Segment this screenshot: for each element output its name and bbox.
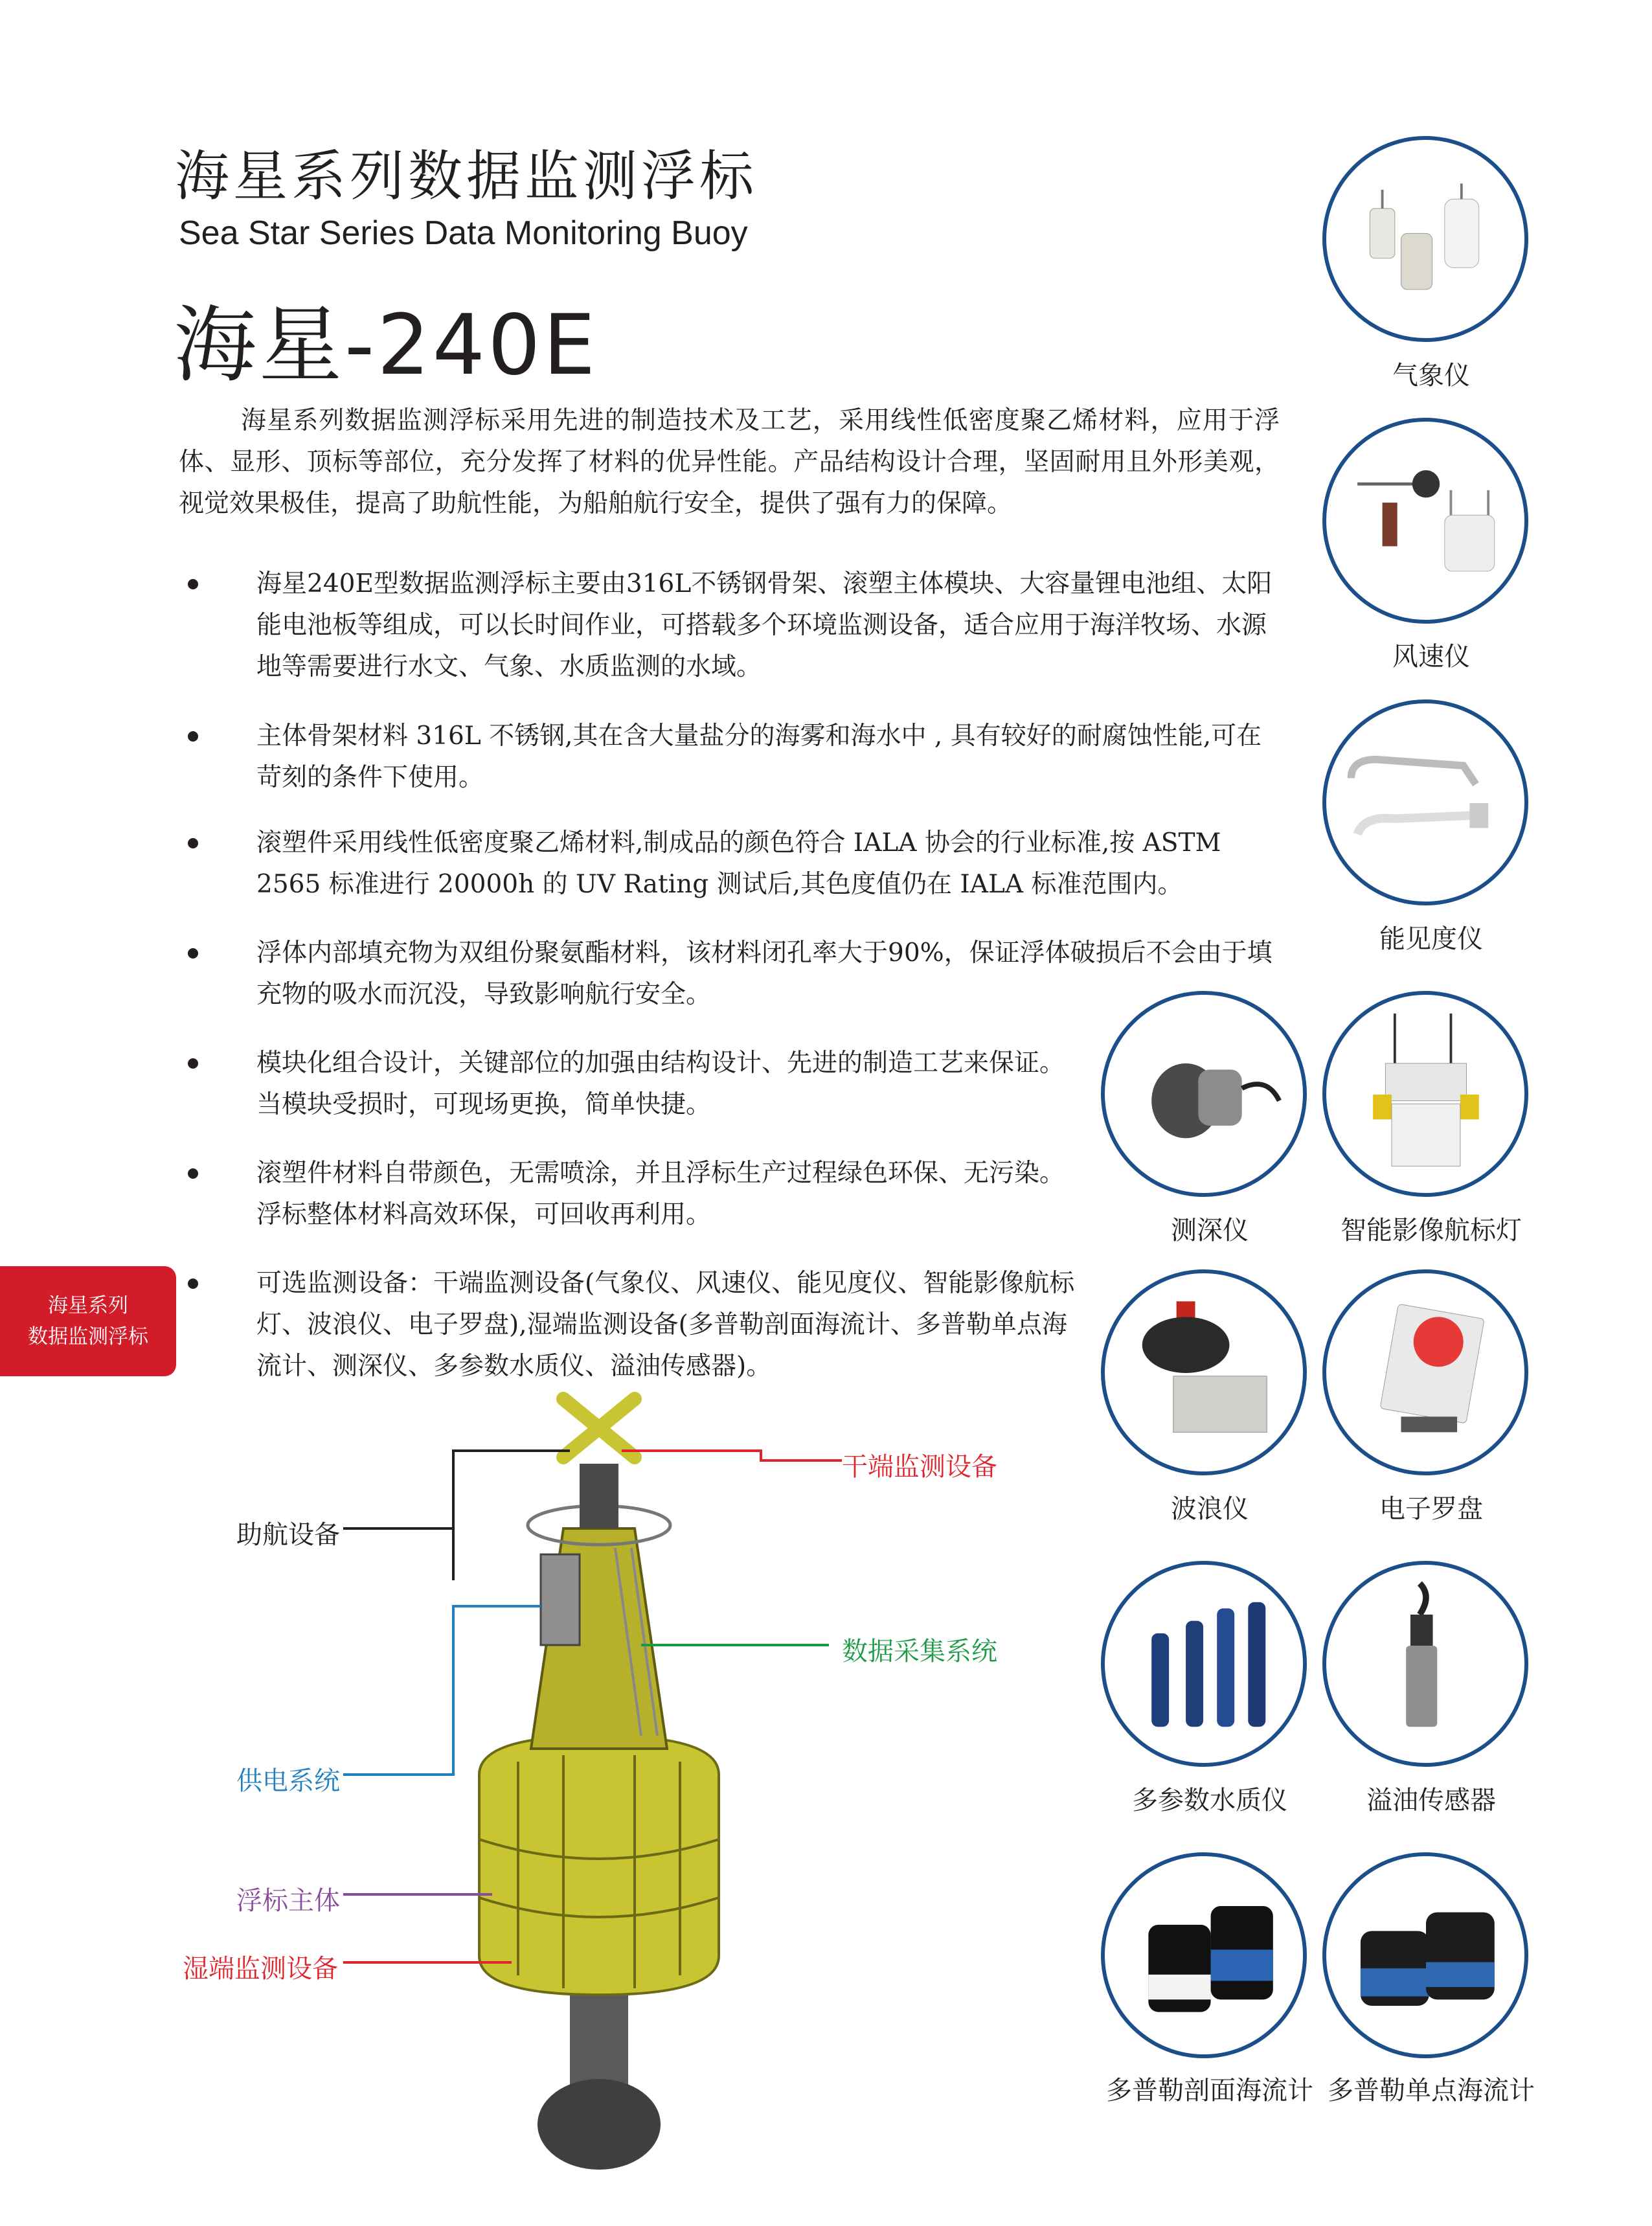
callout-wet: 湿端监测设备 [183, 1954, 338, 1984]
wave-meter-image [1101, 1269, 1307, 1475]
anemometer-icon [1326, 422, 1524, 620]
adcp-single-icon [1326, 1856, 1524, 2054]
list-item: 海星240E型数据监测浮标主要由316L不锈钢骨架、滚塑主体模块、大容量锂电池组、太阳能电池板等组成，可以长时间作业，可搭载多个环境监测设备，适合应用于海洋牧场、水源地等需要进行水文、气象、水质监测的水域。 [188, 563, 1282, 688]
visibility-meter-icon [1326, 703, 1524, 902]
depth-sounder-icon [1105, 995, 1303, 1193]
compass-image [1322, 1269, 1528, 1475]
top-instruments [580, 1464, 618, 1528]
bullet-dot-icon [188, 731, 198, 742]
smart-light-image [1322, 991, 1528, 1197]
device-label-wave: 波浪仪 [1171, 1494, 1249, 1524]
buoy-body [479, 1736, 719, 1995]
callout-power: 供电系统 [236, 1766, 340, 1796]
visibility-meter-image [1322, 699, 1528, 905]
device-label-adcp-profile: 多普勒剖面海流计 [1106, 2076, 1313, 2106]
callout-data: 数据采集系统 [842, 1637, 997, 1666]
list-item: 可选监测设备：干端监测设备(气象仪、风速仪、能见度仪、智能影像航标灯、波浪仪、电子罗盘),湿端监测设备(多普勒剖面海流计、多普勒单点海流计、测深仪、多参数水质仪、溢油传感器)。 [188, 1263, 1081, 1387]
device-label-adcp-single: 多普勒单点海流计 [1328, 2076, 1535, 2106]
smart-light-icon [1326, 995, 1524, 1193]
buoy-tail [570, 1982, 628, 2092]
anemometer-image [1322, 418, 1528, 624]
oil-sensor-image [1322, 1561, 1528, 1767]
device-label-anemometer: 风速仪 [1392, 642, 1470, 672]
list-item: 滚塑件材料自带颜色，无需喷涂，并且浮标生产过程绿色环保、无污染。浮标整体材料高效环保，可回收再利用。 [188, 1153, 1081, 1236]
section-tab [0, 1266, 176, 1376]
intro-paragraph: 海星系列数据监测浮标采用先进的制造技术及工艺，采用线性低密度聚乙烯材料，应用于浮体、显形、顶标等部位，充分发挥了材料的优异性能。产品结构设计合理，坚固耐用且外形美观，视觉效果极佳，提高了助航性能，为船舶航行安全，提供了强有力的保障。 [179, 406, 1280, 518]
water-quality-icon [1105, 1565, 1303, 1763]
adcp-single-image [1322, 1852, 1528, 2058]
weather-station-icon [1326, 140, 1524, 338]
solar-panel [541, 1554, 580, 1645]
bullet-dot-icon [188, 1168, 198, 1179]
wave-meter-icon [1105, 1273, 1303, 1471]
oil-sensor-icon [1326, 1565, 1524, 1763]
device-label-smart-light: 智能影像航标灯 [1341, 1216, 1522, 1245]
device-label-oil: 溢油传感器 [1366, 1786, 1496, 1815]
list-item: 模块化组合设计，关键部位的加强由结构设计、先进的制造工艺来保证。当模块受损时，可现场更换，简单快捷。 [188, 1043, 1081, 1126]
device-label-visibility: 能见度仪 [1379, 924, 1483, 954]
device-label-compass: 电子罗盘 [1379, 1494, 1483, 1524]
callout-dry: 干端监测设备 [842, 1452, 997, 1482]
depth-sounder-image [1101, 991, 1307, 1197]
weather-station-image [1322, 136, 1528, 342]
buoy-weight [537, 2079, 661, 2170]
list-item: 滚塑件采用线性低密度聚乙烯材料,制成品的颜色符合 IALA 协会的行业标准,按 ASTM 2565 标准进行 20000h 的 UV Rating 测试后,其色度值仍在 IALA 标准范围内。 [188, 823, 1282, 905]
device-label-depth: 测深仪 [1171, 1216, 1249, 1245]
callout-nav: 助航设备 [236, 1520, 340, 1550]
model-name: 海星-240E [174, 297, 598, 394]
callout-body: 浮标主体 [236, 1886, 340, 1916]
compass-icon [1326, 1273, 1524, 1471]
section-tab-line1: 海星系列 [48, 1294, 128, 1317]
list-item: 主体骨架材料 316L 不锈钢,其在含大量盐分的海雾和海水中 , 具有较好的耐腐蚀性能,可在苛刻的条件下使用。 [188, 716, 1282, 799]
bullet-dot-icon [188, 948, 198, 959]
bullet-dot-icon [188, 1058, 198, 1069]
section-tab-line2: 数据监测浮标 [28, 1325, 148, 1348]
topmark-cross [563, 1399, 635, 1457]
list-item: 浮体内部填充物为双组份聚氨酯材料，该材料闭孔率大于90%，保证浮体破损后不会由于填充物的吸水而沉没，导致影响航行安全。 [188, 933, 1282, 1016]
adcp-profile-image [1101, 1852, 1307, 2058]
bullet-dot-icon [188, 579, 198, 589]
page-title: 海星系列数据监测浮标 [175, 144, 758, 208]
water-quality-image [1101, 1561, 1307, 1767]
bullet-dot-icon [188, 838, 198, 848]
device-label-water-quality: 多参数水质仪 [1132, 1786, 1287, 1815]
device-label-weather: 气象仪 [1392, 361, 1470, 391]
buoy-diagram [0, 1386, 1101, 2226]
adcp-profile-icon [1105, 1856, 1303, 2054]
page-subtitle: Sea Star Series Data Monitoring Buoy [179, 214, 748, 252]
bullet-dot-icon [188, 1278, 198, 1289]
